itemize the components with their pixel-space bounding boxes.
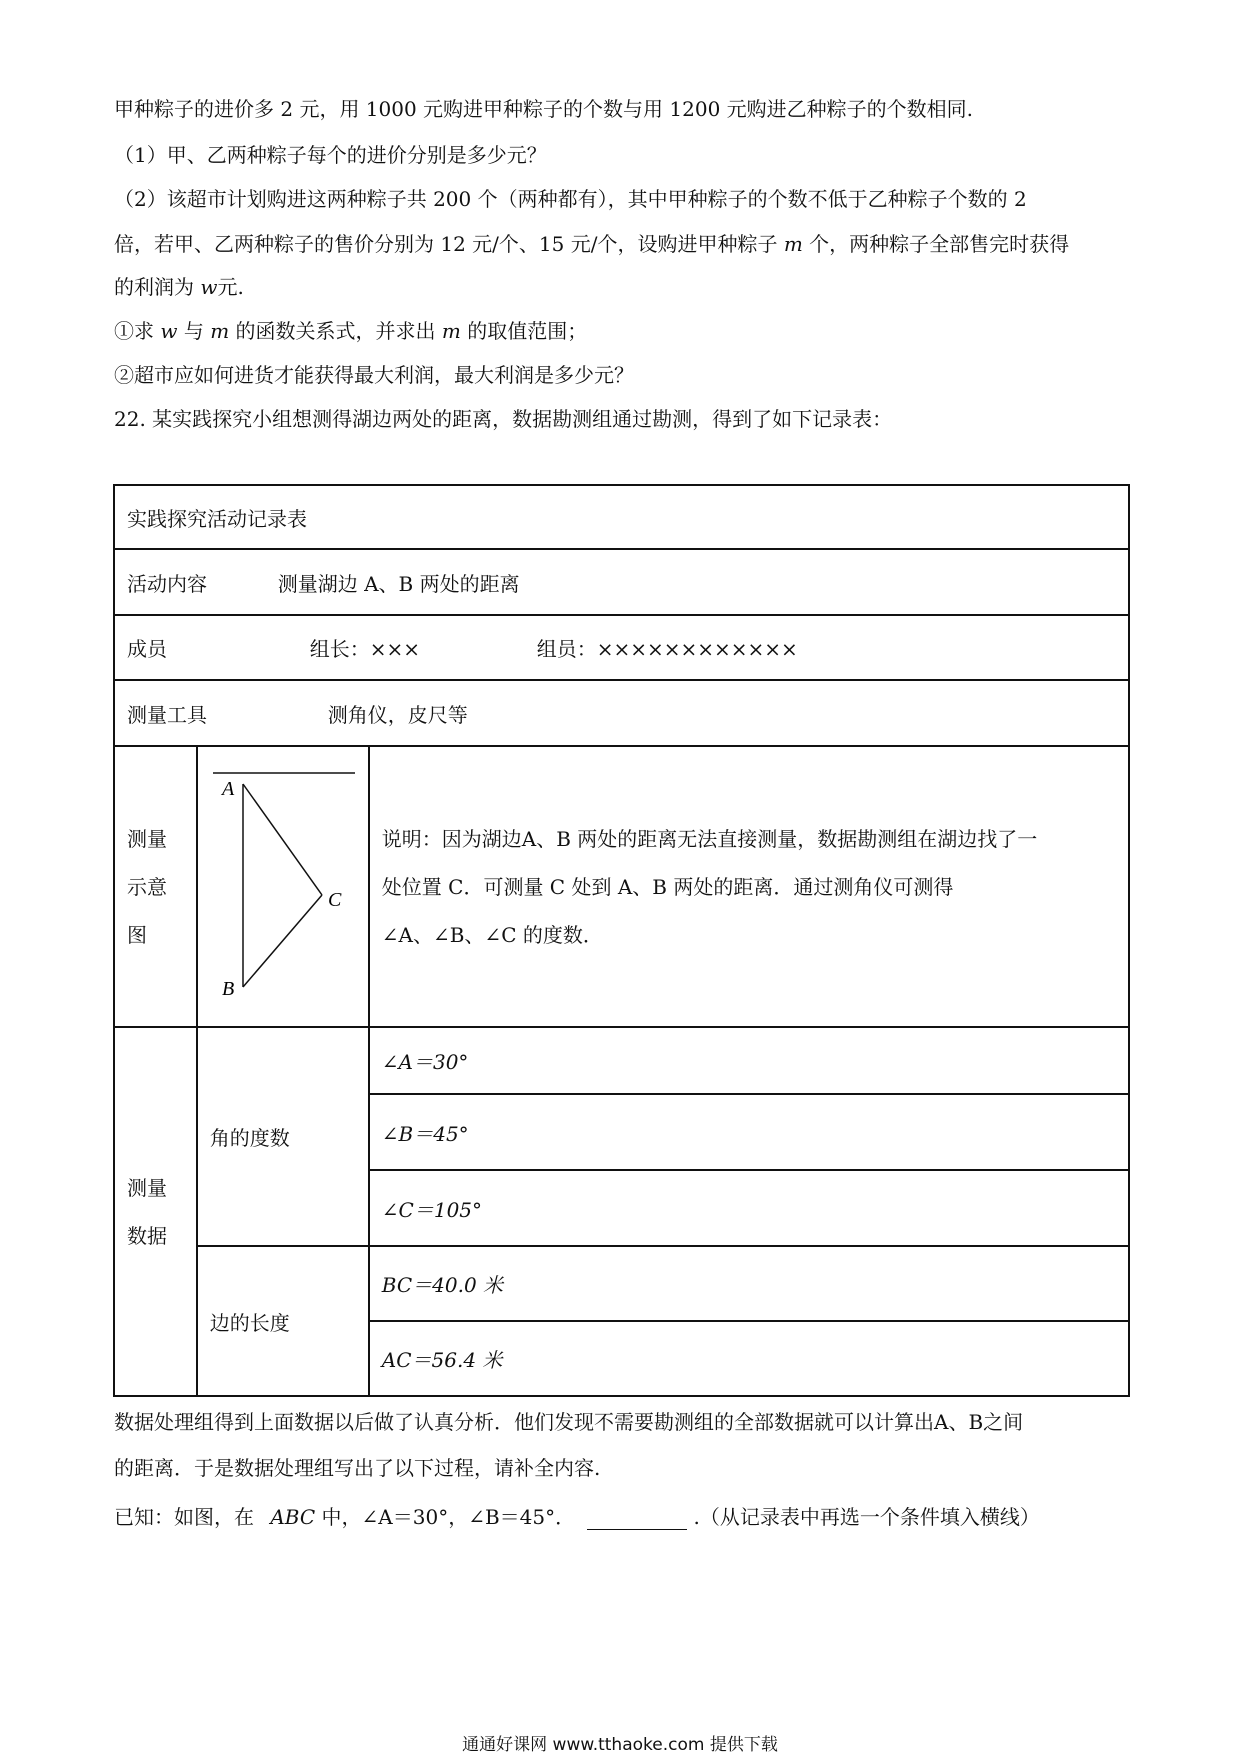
analysis-line-1: 数据处理组得到上面数据以后做了认真分析．他们发现不需要勘测组的全部数据就可以计算出A、B之间 — [114, 1410, 1024, 1434]
page-footer: 通通好课网 www.tthaoke.com 提供下载 — [462, 1735, 778, 1755]
side-ac-value: AC＝56.4 米 — [369, 1321, 1129, 1396]
point-c-label: C — [327, 889, 342, 911]
sub1-text-a: ①求 — [114, 319, 154, 343]
members-label: 成员 — [127, 637, 167, 661]
given-text-c: .（从记录表中再选一个条件填入横线） — [693, 1505, 1040, 1529]
given-text-b: 中，∠A＝30°，∠B＝45°． — [321, 1505, 576, 1529]
tools-label: 测量工具 — [127, 702, 207, 727]
sub-question-2: ②超市应如何进货才能获得最大利润，最大利润是多少元？ — [114, 363, 634, 387]
segment-ac — [243, 784, 322, 895]
members-value: 组员：×××××××××××× — [536, 637, 798, 661]
triangle-diagram — [198, 747, 368, 1021]
q2-text-b: 个，两种粽子全部售完时获得 — [809, 232, 1070, 256]
analysis-line-2: 的距离．于是数据处理组写出了以下过程，请补全内容. — [114, 1456, 601, 1480]
segment-bc — [243, 895, 322, 987]
angle-label: 角的度数 — [197, 1027, 369, 1246]
variable-m: m — [441, 319, 461, 343]
note-line: 说明：因为湖边A、B 两处的距离无法直接测量，数据勘测组在湖边找了一 — [381, 826, 1038, 851]
question-2-line-1: （2）该超市计划购进这两种粽子共 200 个（两种都有），其中甲种粽子的个数不低于乙种粽子个数的 2 — [114, 187, 1027, 211]
question-22: 22. 某实践探究小组想测得湖边两处的距离，数据勘测组通过勘测，得到了如下记录表： — [114, 407, 893, 431]
data-label-line: 数据 — [127, 1223, 167, 1248]
given-text-a: 已知：如图，在 — [114, 1505, 254, 1529]
q2-text-d: 元. — [217, 275, 244, 299]
q2-text-a: 倍，若甲、乙两种粽子的售价分别为 12 元/个、15 元/个，设购进甲种粽子 — [114, 232, 778, 256]
paragraph-price: 甲种粽子的进价多 2 元，用 1000 元购进甲种粽子的个数与用 1200 元购进乙种粽子的个数相同. — [114, 97, 974, 121]
data-label — [114, 1027, 197, 1396]
side-label: 边的长度 — [197, 1246, 369, 1396]
variable-m: m — [210, 319, 230, 343]
leader-value: 组长：××× — [309, 637, 420, 661]
variable-w: w — [160, 319, 178, 343]
side-bc-value: BC＝40.0 米 — [369, 1246, 1129, 1321]
diagram-label — [114, 746, 197, 1027]
variable-m: m — [783, 232, 803, 256]
row-tools — [114, 680, 1129, 746]
question-2-line-3 — [114, 274, 1134, 300]
q2-text-c: 的利润为 — [114, 275, 194, 299]
question-1: （1）甲、乙两种粽子每个的进价分别是多少元？ — [114, 143, 547, 167]
row-members — [114, 615, 1129, 680]
record-table — [113, 484, 1130, 1397]
angle-a-value: ∠A＝30° — [369, 1027, 1129, 1094]
sub1-text-d: 的取值范围； — [467, 319, 588, 343]
triangle-name: ABC — [270, 1505, 316, 1529]
sub-question-1 — [114, 318, 1134, 344]
sub1-text-c: 的函数关系式，并求出 — [235, 319, 436, 343]
sub1-text-b: 与 — [183, 319, 204, 343]
angle-c-value: ∠C＝105° — [369, 1170, 1129, 1246]
tools-value: 测角仪，皮尺等 — [327, 702, 468, 727]
note-line: ∠A、∠B、∠C 的度数． — [381, 922, 603, 947]
question-2-line-2 — [114, 231, 1134, 257]
note-line: 处位置 C．可测量 C 处到 A、B 两处的距离．通过测角仪可测得 — [381, 874, 954, 899]
diagram-label-line: 示意 — [127, 874, 167, 899]
given-line — [114, 1504, 1134, 1530]
activity-label: 活动内容 — [127, 571, 207, 596]
diagram-label-line: 图 — [127, 922, 147, 947]
data-label-line: 测量 — [127, 1175, 167, 1200]
point-a-label: A — [221, 778, 234, 800]
triangle-diagram-cell — [197, 746, 369, 1027]
answer-blank[interactable] — [587, 1507, 687, 1530]
diagram-note — [369, 746, 1129, 1027]
diagram-label-line: 测量 — [127, 826, 167, 851]
activity-value: 测量湖边 A、B 两处的距离 — [277, 571, 520, 596]
variable-w: w — [200, 275, 218, 299]
point-b-label: B — [221, 978, 234, 1000]
angle-b-value: ∠B＝45° — [369, 1094, 1129, 1170]
row-activity — [114, 549, 1129, 615]
table-title: 实践探究活动记录表 — [114, 485, 1129, 549]
